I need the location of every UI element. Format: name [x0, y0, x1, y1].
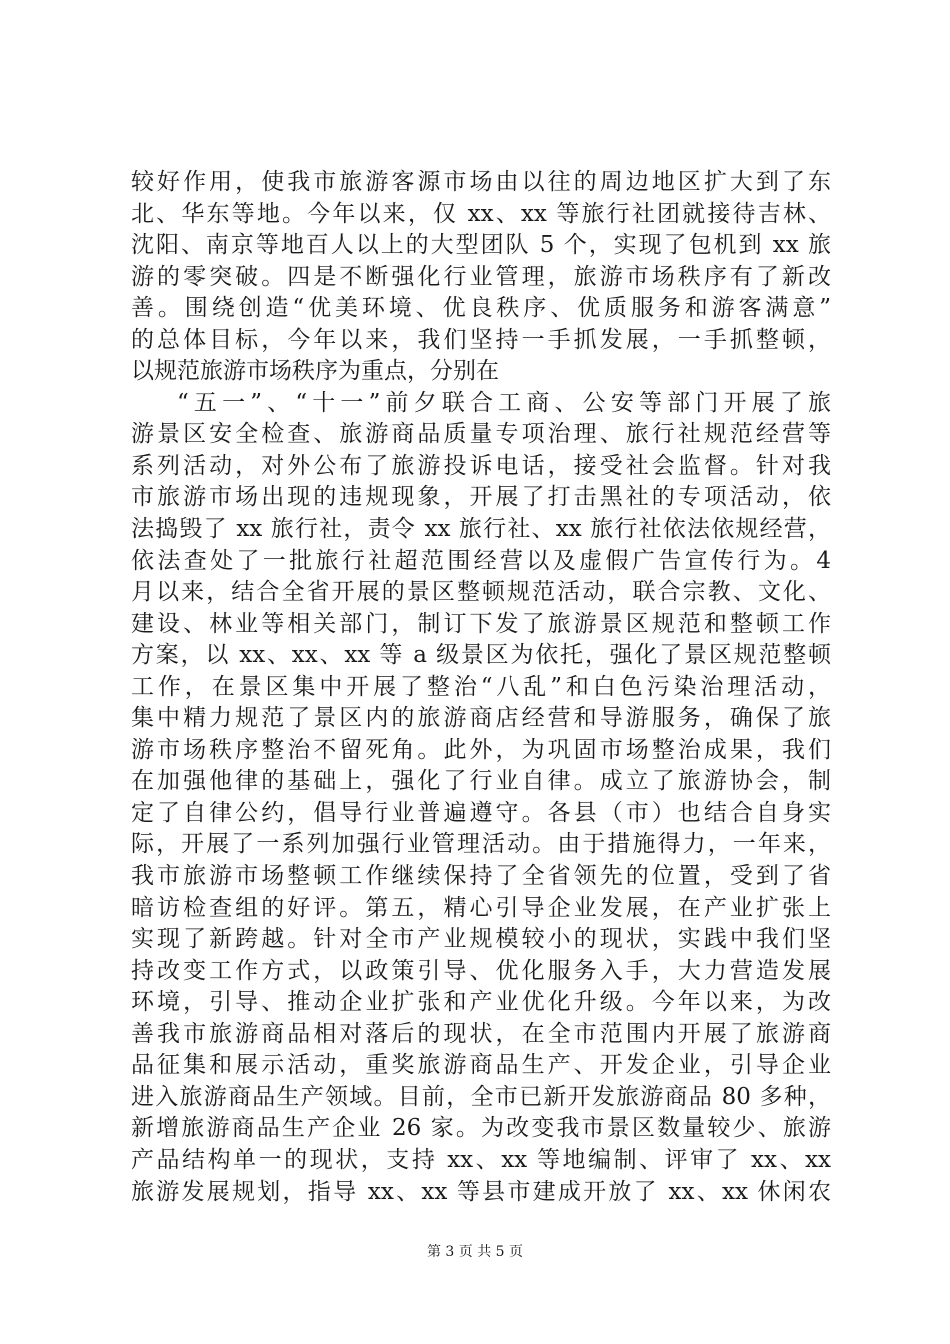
text-line: 方案，以 xx、xx、xx 等 a 级景区为依托，强化了景区规范整顿 [131, 642, 831, 669]
text-line: 游市场秩序整治不留死角。此外，为巩固市场整治成果，我们 [131, 736, 831, 763]
text-line: 市旅游市场出现的违规现象，开展了打击黑社的专项活动，依 [131, 484, 831, 511]
text-line: 环境，引导、推动企业扩张和产业优化升级。今年以来，为改 [131, 989, 831, 1016]
text-line: 的总体目标，今年以来，我们坚持一手抓发展，一手抓整顿， [131, 326, 831, 353]
text-line: 法捣毁了 xx 旅行社，责令 xx 旅行社、xx 旅行社依法依规经营， [131, 516, 831, 543]
text-line: 在加强他律的基础上，强化了行业自律。成立了旅游协会，制 [131, 768, 831, 795]
text-line: 善我市旅游商品相对落后的现状，在全市范围内开展了旅游商 [131, 1020, 831, 1047]
page-number-footer: 第 3 页 共 5 页 [426, 1244, 524, 1260]
text-line: 际，开展了一系列加强行业管理活动。由于措施得力，一年来， [131, 831, 831, 858]
text-line: 沈阳、南京等地百人以上的大型团队 5 个，实现了包机到 xx 旅 [131, 232, 831, 259]
text-line: 以规范旅游市场秩序为重点，分别在 [131, 358, 499, 385]
text-line: 持改变工作方式，以政策引导、优化服务入手，大力营造发展 [131, 957, 831, 984]
text-line: 定了自律公约，倡导行业普遍遵守。各县（市）也结合自身实 [131, 799, 831, 826]
text-line: 集中精力规范了景区内的旅游商店经营和导游服务，确保了旅 [131, 705, 831, 732]
text-line: 我市旅游市场整顿工作继续保持了全省领先的位置，受到了省 [131, 863, 831, 890]
text-line: 游的零突破。四是不断强化行业管理，旅游市场秩序有了新改 [131, 263, 831, 290]
text-line: 游景区安全检查、旅游商品质量专项治理、旅行社规范经营等 [131, 421, 831, 448]
body-text [131, 167, 831, 1208]
text-line: 暗访检查组的好评。第五，精心引导企业发展，在产业扩张上 [131, 894, 831, 921]
text-line: 产品结构单一的现状，支持 xx、xx 等地编制、评审了 xx、xx [131, 1146, 831, 1173]
text-line: 建设、林业等相关部门，制订下发了旅游景区规范和整顿工作 [131, 610, 831, 637]
text-line: 进入旅游商品生产领域。目前，全市已新开发旅游商品 80 多种， [131, 1083, 831, 1110]
text-line: 善。围绕创造“优美环境、优良秩序、优质服务和游客满意” [131, 295, 831, 322]
paragraph-first-line: “五一”、“十一”前夕联合工商、公安等部门开展了旅 [177, 389, 831, 416]
text-line: 品征集和展示活动，重奖旅游商品生产、开发企业，引导企业 [131, 1052, 831, 1079]
text-line: 月以来，结合全省开展的景区整顿规范活动，联合宗教、文化、 [131, 579, 831, 606]
text-line: 较好作用，使我市旅游客源市场由以往的周边地区扩大到了东 [131, 169, 831, 195]
text-line: 新增旅游商品生产企业 26 家。为改变我市景区数量较少、旅游 [131, 1115, 831, 1142]
text-line: 旅游发展规划，指导 xx、xx 等县市建成开放了 xx、xx 休闲农 [131, 1178, 831, 1205]
text-line: 系列活动，对外公布了旅游投诉电话，接受社会监督。针对我 [131, 452, 831, 479]
text-line: 北、华东等地。今年以来，仅 xx、xx 等旅行社团就接待吉林、 [131, 200, 831, 227]
text-line: 工作，在景区集中开展了整治“八乱”和白色污染治理活动， [131, 673, 831, 700]
text-line: 依法查处了一批旅行社超范围经营以及虚假广告宣传行为。4 [131, 547, 831, 574]
text-line: 实现了新跨越。针对全市产业规模较小的现状，实践中我们坚 [131, 926, 831, 953]
